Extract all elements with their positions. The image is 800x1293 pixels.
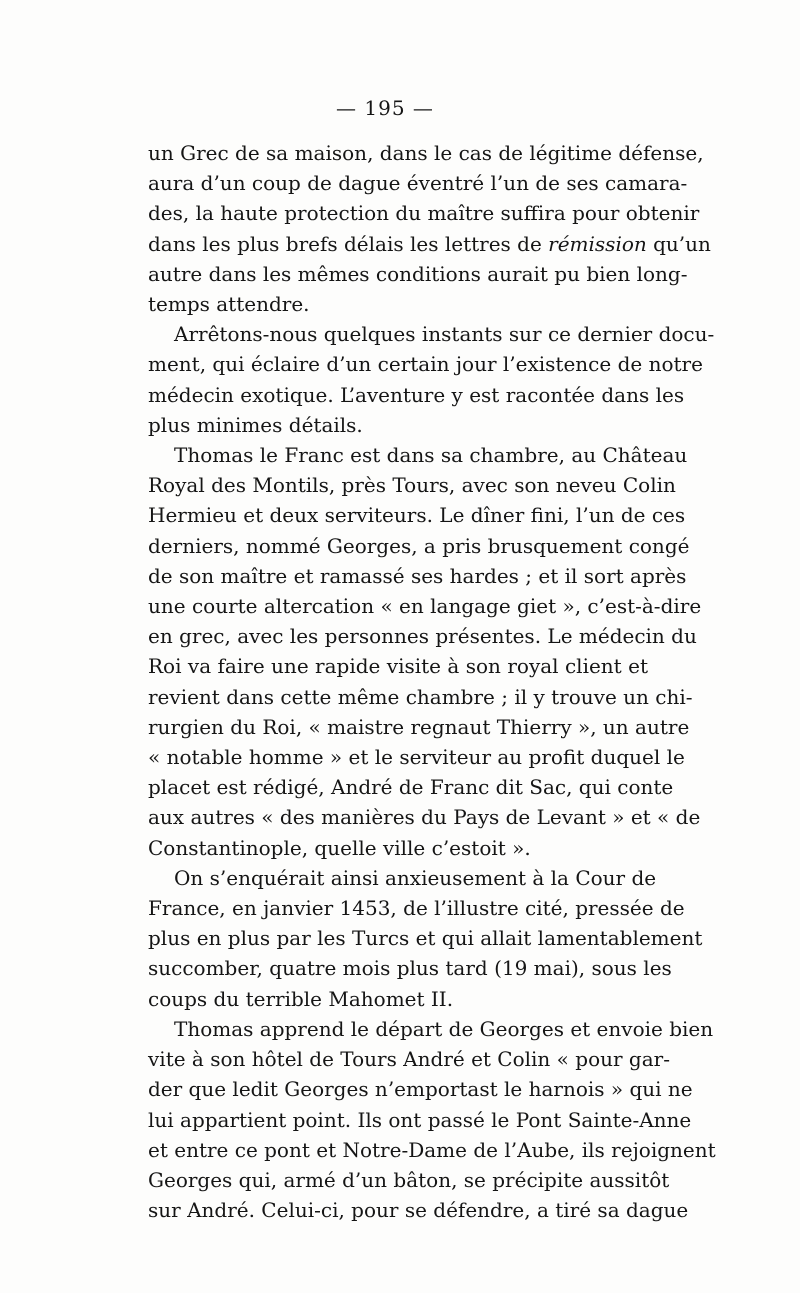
text-line: des, la haute protection du maître suffira pour obtenir xyxy=(148,201,700,226)
text-fragment: dans les plus brefs délais les lettres de xyxy=(148,231,549,256)
text-line: Royal des Montils, près Tours, avec son neveu Colin xyxy=(148,473,676,498)
text-line: Thomas apprend le départ de Georges et envoie bien xyxy=(174,1016,714,1041)
text-line: sur André. Celui-ci, pour se défendre, a tiré sa dague xyxy=(148,1198,689,1223)
text-line: coups du terrible Mahomet II. xyxy=(148,986,454,1011)
text-line: France, en janvier 1453, de l’illustre cité, pressée de xyxy=(148,896,685,921)
text-line: derniers, nommé Georges, a pris brusquement congé xyxy=(148,533,690,558)
text-line: ment, qui éclaire d’un certain jour l’existence de notre xyxy=(148,352,703,377)
text-line: On s’enquérait ainsi anxieusement à la Cour de xyxy=(174,865,657,890)
text-line: Georges qui, armé d’un bâton, se précipite aussitôt xyxy=(148,1167,670,1192)
text-line: aux autres « des manières du Pays de Levant » et « de xyxy=(148,805,701,830)
text-line: Constantinople, quelle ville c’estoit ». xyxy=(148,835,531,860)
text-line: Hermieu et deux serviteurs. Le dîner fini, l’un de ces xyxy=(148,503,686,528)
text-line: un Grec de sa maison, dans le cas de légitime défense, xyxy=(148,141,704,165)
text-line: revient dans cette même chambre ; il y trouve un chi- xyxy=(148,684,693,709)
text-line: placet est rédigé, André de Franc dit Sac, qui conte xyxy=(148,775,674,800)
text-line: une courte altercation « en langage giet », c’est-à-dire xyxy=(148,594,702,619)
text-line: vite à son hôtel de Tours André et Colin « pour gar- xyxy=(148,1047,670,1072)
page-number: — 195 — xyxy=(336,96,434,120)
text-line: en grec, avec les personnes présentes. Le médecin du xyxy=(148,624,697,649)
text-line: der que ledit Georges n’emportast le harnois » qui ne xyxy=(148,1077,693,1102)
text-line: Roi va faire une rapide visite à son royal client et xyxy=(148,654,648,679)
text-line: rurgien du Roi, « maistre regnaut Thierry », un autre xyxy=(148,714,690,739)
text-line: de son maître et ramassé ses hardes ; et il sort après xyxy=(148,563,687,588)
text-line: succomber, quatre mois plus tard (19 mai), sous les xyxy=(148,956,672,981)
text-line xyxy=(148,229,711,259)
text-line: autre dans les mêmes conditions aurait pu bien long- xyxy=(148,261,688,286)
text-line: Arrêtons-nous quelques instants sur ce dernier docu- xyxy=(174,322,715,347)
text-line: plus minimes détails. xyxy=(148,412,363,437)
text-line: « notable homme » et le serviteur au profit duquel le xyxy=(148,745,685,770)
text-line: Thomas le Franc est dans sa chambre, au Château xyxy=(174,443,688,468)
text-fragment: qu’un xyxy=(646,231,711,256)
body-text xyxy=(148,138,716,1225)
text-line: et entre ce pont et Notre-Dame de l’Aube, ils rejoignent xyxy=(148,1137,716,1162)
text-line: plus en plus par les Turcs et qui allait lamentablement xyxy=(148,926,703,951)
text-line: temps attendre. xyxy=(148,292,310,317)
italic-word: rémission xyxy=(548,231,647,256)
text-line: médecin exotique. L’aventure y est racontée dans les xyxy=(148,382,685,407)
text-line: aura d’un coup de dague éventré l’un de ses camara- xyxy=(148,171,688,196)
text-line: lui appartient point. Ils ont passé le Pont Sainte-Anne xyxy=(148,1107,692,1132)
